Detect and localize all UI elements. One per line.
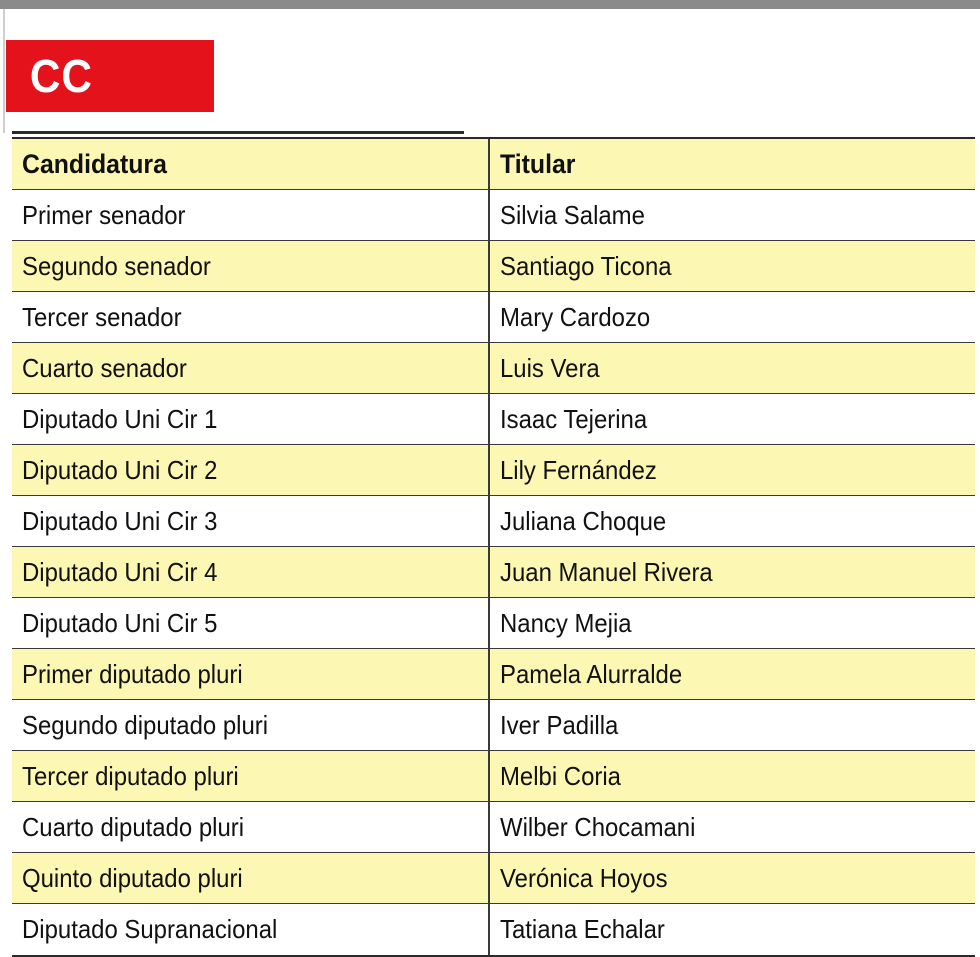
cell-titular: Pamela Alurralde [500,658,683,689]
cell-titular: Nancy Mejia [500,607,632,638]
table-row [12,598,975,649]
cell-titular: Juan Manuel Rivera [500,556,713,587]
table-row [12,394,975,445]
cell-candidatura: Segundo senador [12,241,490,291]
cell-titular: Silvia Salame [500,199,645,230]
table-row [12,343,975,394]
cell-candidatura: Quinto diputado pluri [12,853,490,903]
table-row [12,190,975,241]
table-row [12,700,975,751]
cell-titular: Santiago Ticona [500,250,672,281]
cell-candidatura: Diputado Uni Cir 4 [12,547,490,597]
left-rule [3,9,5,133]
cell-candidatura: Diputado Supranacional [12,904,490,955]
top-rule [0,0,980,9]
table-row [12,445,975,496]
cell-titular: Lily Fernández [500,454,657,485]
cell-titular: Isaac Tejerina [500,403,648,434]
table-row [12,292,975,343]
cell-candidatura: Cuarto senador [12,343,490,393]
table-row [12,904,975,955]
table-row [12,547,975,598]
table-row [12,853,975,904]
cell-titular: Juliana Choque [500,505,667,536]
cell-candidatura: Cuarto diputado pluri [12,802,490,852]
cell-candidatura: Primer senador [12,190,490,240]
table-row [12,751,975,802]
cell-titular: Tatiana Echalar [500,914,665,944]
candidates-table [12,137,975,957]
cell-candidatura: Diputado Uni Cir 1 [12,394,490,444]
cell-candidatura: Tercer diputado pluri [12,751,490,801]
header-rule [12,131,464,134]
cell-candidatura: Primer diputado pluri [12,649,490,699]
cell-candidatura: Tercer senador [12,292,490,342]
header-candidatura: Candidatura [12,139,490,189]
cell-titular: Iver Padilla [500,709,619,740]
cell-titular: Luis Vera [500,352,600,383]
cell-titular: Verónica Hoyos [500,862,668,893]
table-row [12,241,975,292]
cell-candidatura: Segundo diputado pluri [12,700,490,750]
cell-candidatura: Diputado Uni Cir 3 [12,496,490,546]
table-row [12,802,975,853]
cell-titular: Melbi Coria [500,760,621,791]
table-header-row [12,139,975,190]
table-row [12,496,975,547]
cell-candidatura: Diputado Uni Cir 2 [12,445,490,495]
party-name: CC [29,50,93,102]
party-banner [6,40,214,112]
cell-titular: Mary Cardozo [500,301,651,332]
table-row [12,649,975,700]
cell-titular: Wilber Chocamani [500,811,696,842]
header-titular: Titular [500,148,576,179]
cell-candidatura: Diputado Uni Cir 5 [12,598,490,648]
